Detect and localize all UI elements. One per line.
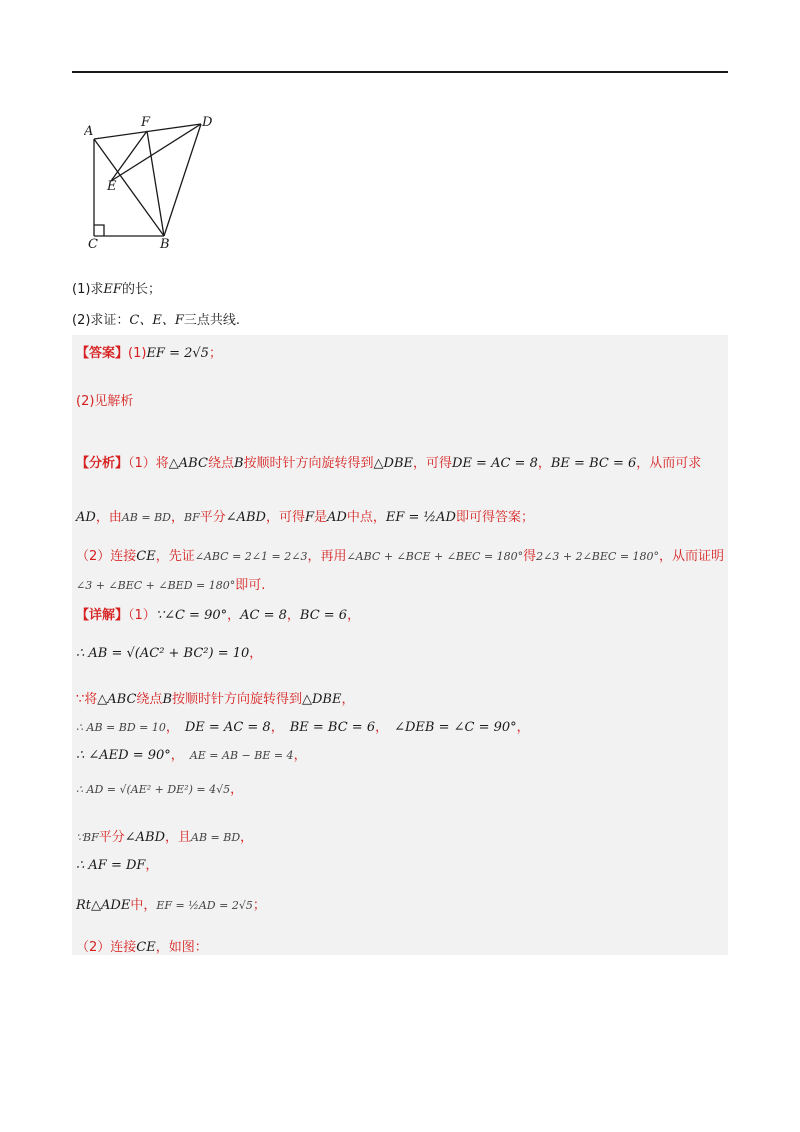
- geometry-figure: [84, 112, 234, 252]
- label-b: B: [160, 237, 170, 252]
- answer-line-1: 【答案】(1)EF = 2√5；: [76, 346, 222, 361]
- detail-line-8: ∴ AF = DF，: [76, 858, 159, 873]
- label-e: E: [107, 179, 117, 194]
- right-angle-mark: [94, 225, 104, 236]
- detail-line-1: 【详解】（1）∵∠C = 90°，AC = 8，BC = 6，: [76, 608, 361, 623]
- answer-line-2: (2)见解析: [76, 394, 134, 409]
- label-a: A: [84, 124, 94, 139]
- analysis-line-1: 【分析】（1）将△ABC绕点B按顺时针方向旋转得到△DBE，可得DE = AC = 8，BE = BC = 6，从而可求: [76, 456, 702, 471]
- analysis-line-4: ∠3 + ∠BEC + ∠BED = 180°即可.: [76, 578, 266, 593]
- segment-fe: [111, 131, 147, 181]
- detail-line-5: ∴ ∠AED = 90°， AE = AB − BE = 4，: [76, 748, 307, 763]
- question-1: (1)求EF的长；: [72, 282, 161, 297]
- label-d: D: [202, 115, 213, 130]
- detail-line-9: Rt△ADE中，EF = ½AD = 2√5；: [76, 898, 266, 913]
- analysis-line-3: （2）连接CE，先证∠ABC = 2∠1 = 2∠3，再用∠ABC + ∠BCE + ∠BEC = 180°得2∠3 + 2∠BEC = 180°，从而证明: [76, 549, 725, 564]
- detail-line-3: ∵将△ABC绕点B按顺时针方向旋转得到△DBE，: [76, 692, 355, 707]
- analysis-line-2: AD，由AB = BD，BF平分∠ABD，可得F是AD中点，EF = ½AD即可得答案；: [76, 510, 534, 525]
- segment-fb: [147, 131, 164, 236]
- question-2: (2)求证：C、E、F三点共线.: [72, 313, 241, 328]
- label-c: C: [88, 237, 98, 252]
- header-rule: [72, 71, 728, 73]
- detail-line-6: ∴ AD = √(AE² + DE²) = 4√5，: [76, 782, 244, 797]
- detail-line-10: （2）连接CE，如图：: [76, 940, 208, 955]
- label-f: F: [141, 115, 151, 130]
- segment-de: [111, 124, 201, 181]
- detail-line-7: ∵BF平分∠ABD，且AB = BD，: [76, 830, 254, 845]
- detail-line-2: ∴ AB = √(AC² + BC²) = 10，: [76, 646, 263, 661]
- segment-db: [164, 124, 201, 236]
- detail-line-4: ∴ AB = BD = 10， DE = AC = 8， BE = BC = 6， ∠DEB = ∠C = 90°，: [76, 720, 530, 735]
